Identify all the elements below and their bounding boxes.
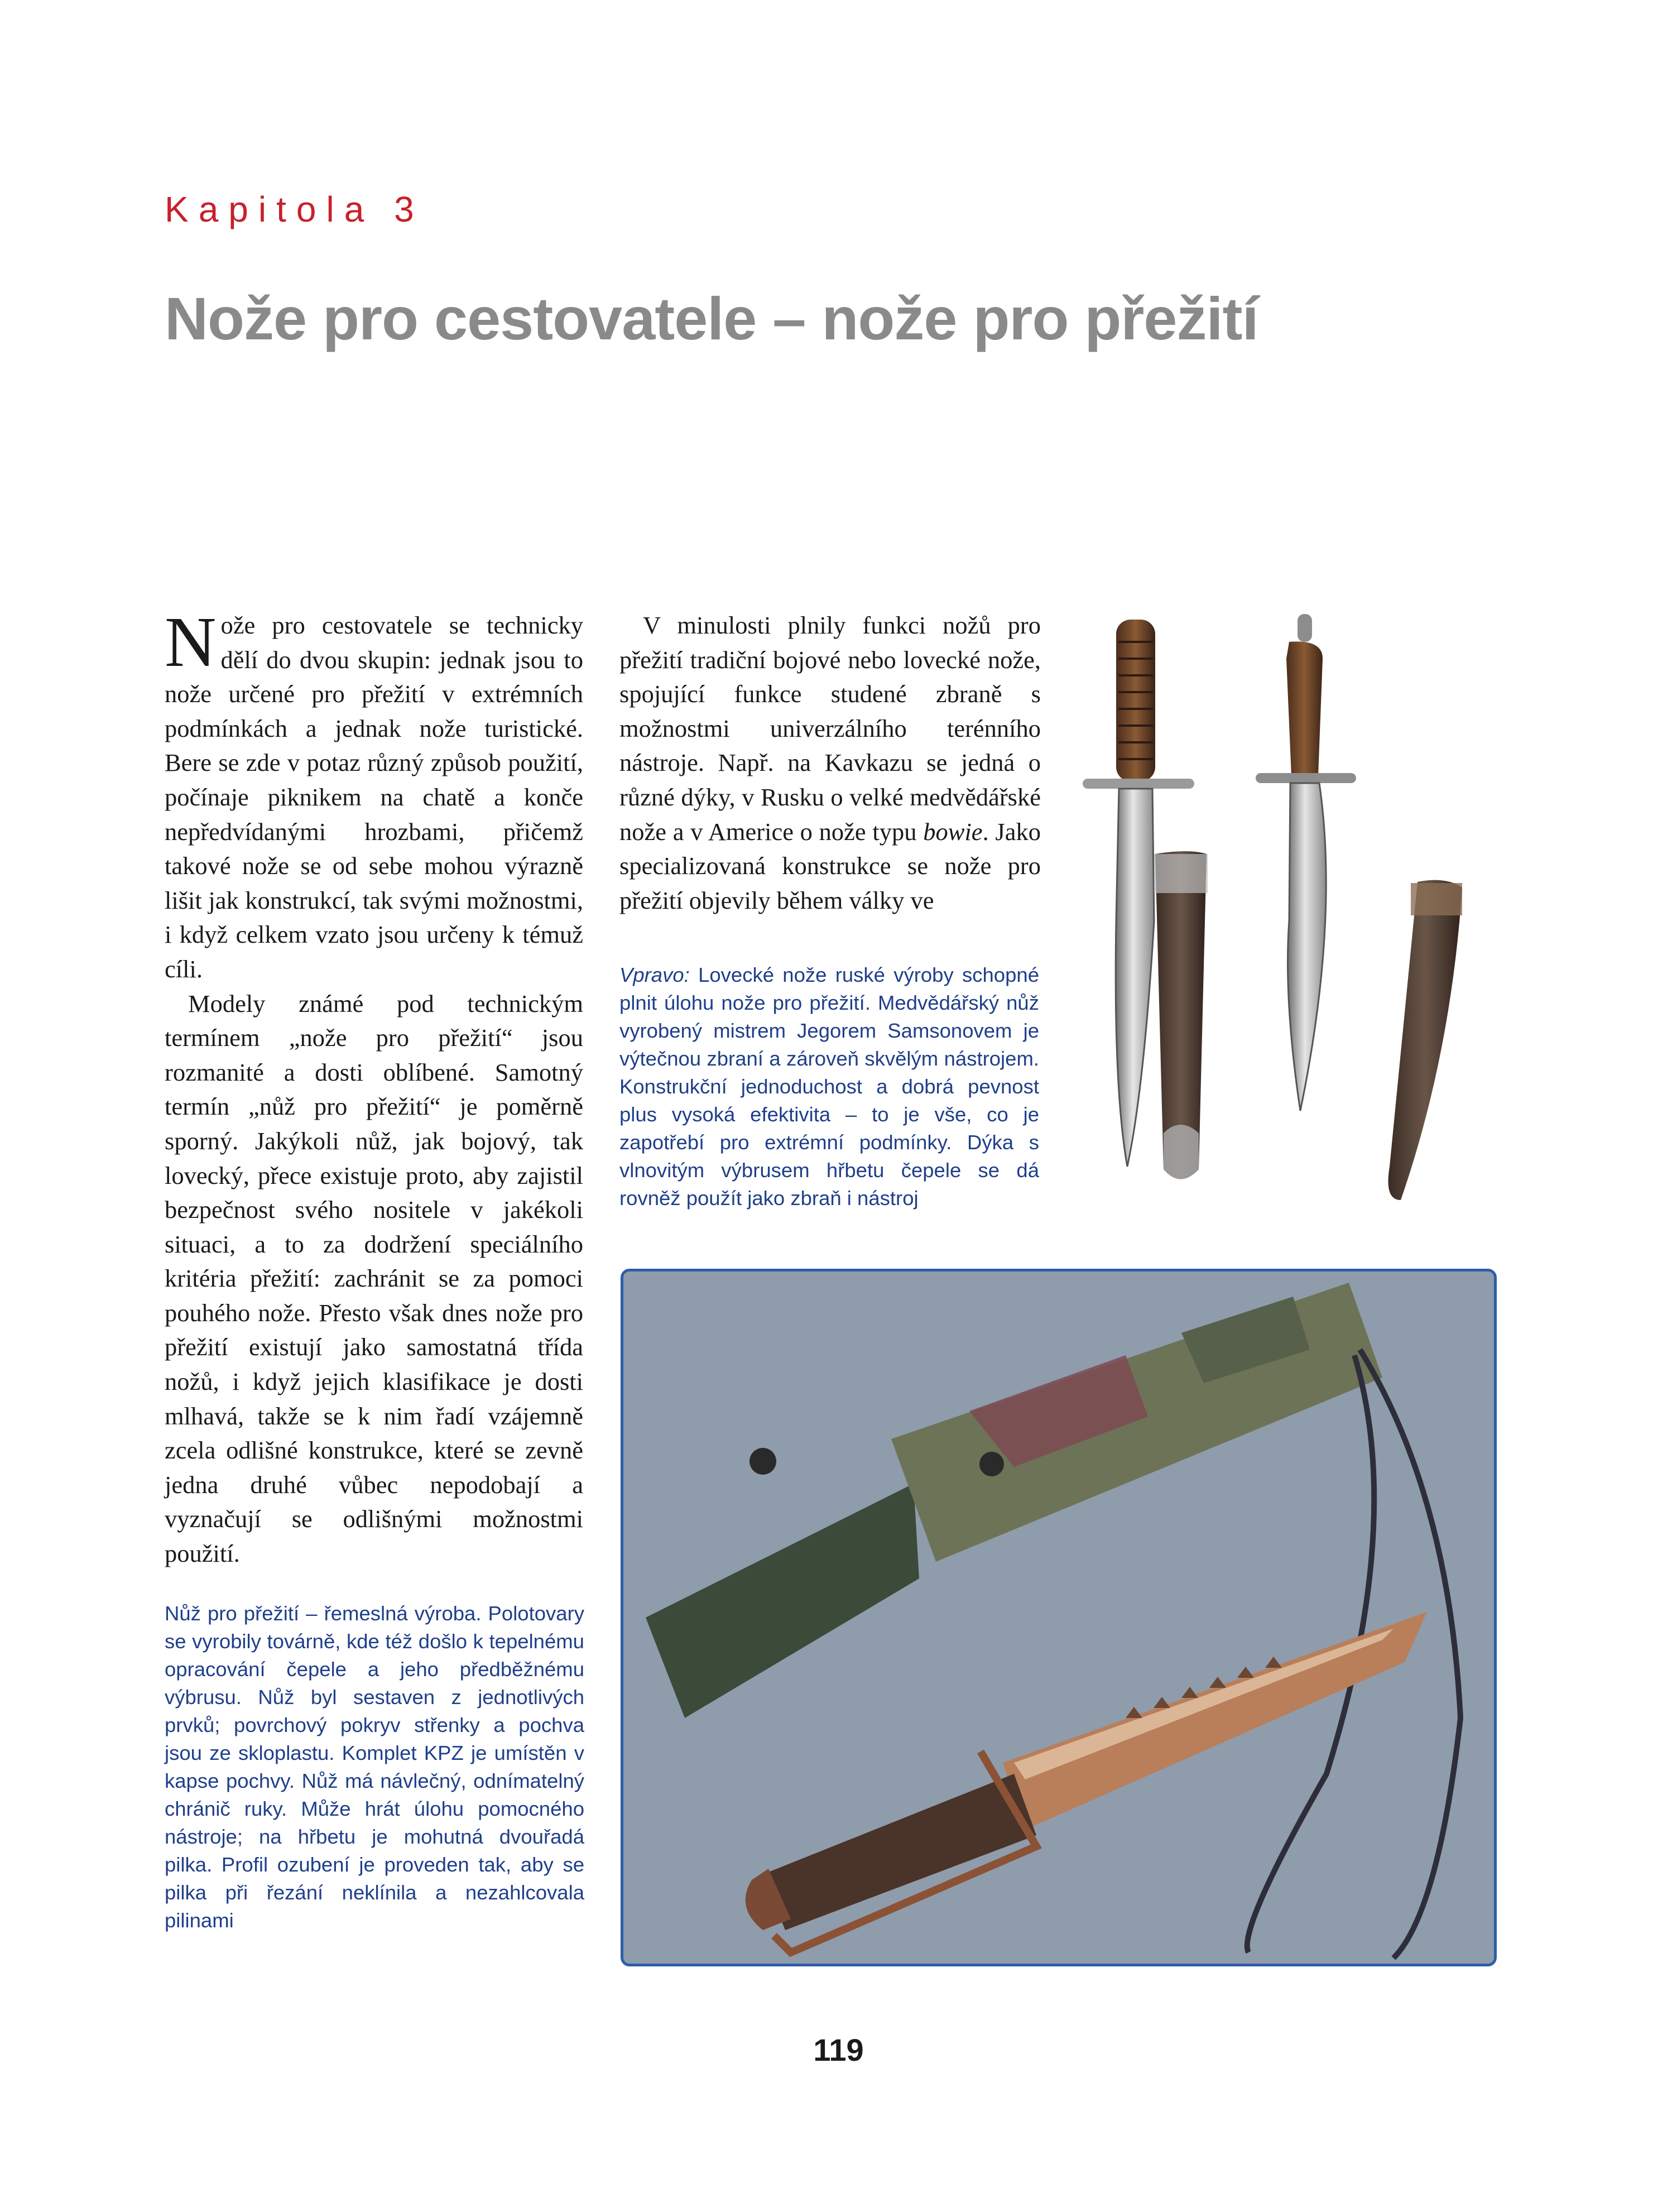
body-column-left xyxy=(165,602,583,1571)
dagger xyxy=(1256,614,1356,1111)
intro-paragraph-1 xyxy=(165,602,583,987)
body-column-middle xyxy=(619,608,1041,918)
caption-right-lead: Vpravo: xyxy=(619,963,690,986)
caption-right-text: Lovecké nože ruské výroby schopné plnit úlohu nože pro přežití. Medvědářský nůž vyrobený mistrem Jegorem Samsonovem je výtečnou zbraní a zároveň skvělým nástrojem. Konstrukční jednoduchost a dobrá pevnost plus vysoká efektivita – to je vše, co je zapotřebí pro extrémní podmínky. Dýka s vlnovitým výbrusem hřbetu čepele se dá rovněž použít jako zbraň i nástroj xyxy=(619,963,1039,1210)
chapter-title: Nože pro cestovatele – nože pro přežití xyxy=(165,285,1258,352)
col2-paragraph-1 xyxy=(619,608,1041,918)
chapter-label: Kapitola 3 xyxy=(165,189,424,229)
col2-text-italic: bowie xyxy=(923,817,983,846)
bear-knife-sheath xyxy=(1154,851,1208,1179)
intro-paragraph-1-text: ože pro cestovatele se technicky dělí do dvou skupin: jednak jsou to nože určené pro přežití v extrémních podmínkách a jednak nože turistické. Bere se zde v potaz různý způsob použití, počínaje piknikem na chatě a konče nepředvídanými hrozbami, přičemž takové nože se od sebe mohou výrazně lišit jak konstrukcí, tak svými možnostmi, i když celkem vzato jsou určeny k témuž cíli. xyxy=(165,611,583,983)
drop-cap: N xyxy=(165,602,217,682)
intro-paragraph-2: Modely známé pod technickým termínem „nože pro přežití“ jsou rozmanité a dosti oblíbené. Samotný termín „nůž pro přežití“ je poměrně sporný. Jakýkoli nůž, jak bojový, tak lovecký, přece existuje proto, aby zajistil bezpečnost svého nositele v jakékoli situaci, a to za dodržení speciálního kritéria přežití: zachránit se za pomoci pouhého nože. Přesto však dnes nože pro přežití existují jako samostatná třída nožů, i když jejich klasifikace je dosti mlhavá, takže se k nim řadí vzájemně zcela odlišné konstrukce, které se zevně jedna druhé vůbec nepodobají a vyznačují se odlišnými možnostmi použití. xyxy=(165,989,583,1568)
col2-text-b: . Jako specializovaná konstrukce se nože pro přežití objevily během války ve xyxy=(619,817,1041,914)
caption-left: Nůž pro přežití – řemeslná výroba. Polotovary se vyrobily továrně, kde též došlo k tepelnému opracování čepele a jeho předběžnému výbrusu. Nůž byl sestaven z jednotlivých prvků; povrchový pokryv střenky a pochva jsou ze skloplastu. Komplet KPZ je umístěn v kapse pochvy. Nůž má návlečný, odnímatelný chránič ruky. Může hrát úlohu pomocného nástroje; na hřbetu je mohutná dvouřadá pilka. Profil ozubení je proveden tak, aby se pilka při řezání neklínila a nezahlcovala pilinami xyxy=(165,1602,584,1932)
caption-right xyxy=(619,961,1039,1212)
page-number: 119 xyxy=(813,2032,864,2067)
photo-hunting-knives xyxy=(1060,608,1518,1245)
dagger-sheath xyxy=(1388,880,1463,1200)
col2-text-a: V minulosti plnily funkci nožů pro přežití tradiční bojové nebo lovecké nože, spojující funkce studené zbraně s možnostmi univerzálního terénního nástroje. Např. na Kavkazu se jedná o různé dýky, v Rusku o velké medvědářské nože a v Americe o nože typu xyxy=(619,611,1041,846)
photo-survival-knife xyxy=(621,1269,1497,1966)
survival-knife-illustration xyxy=(623,1271,1494,1964)
